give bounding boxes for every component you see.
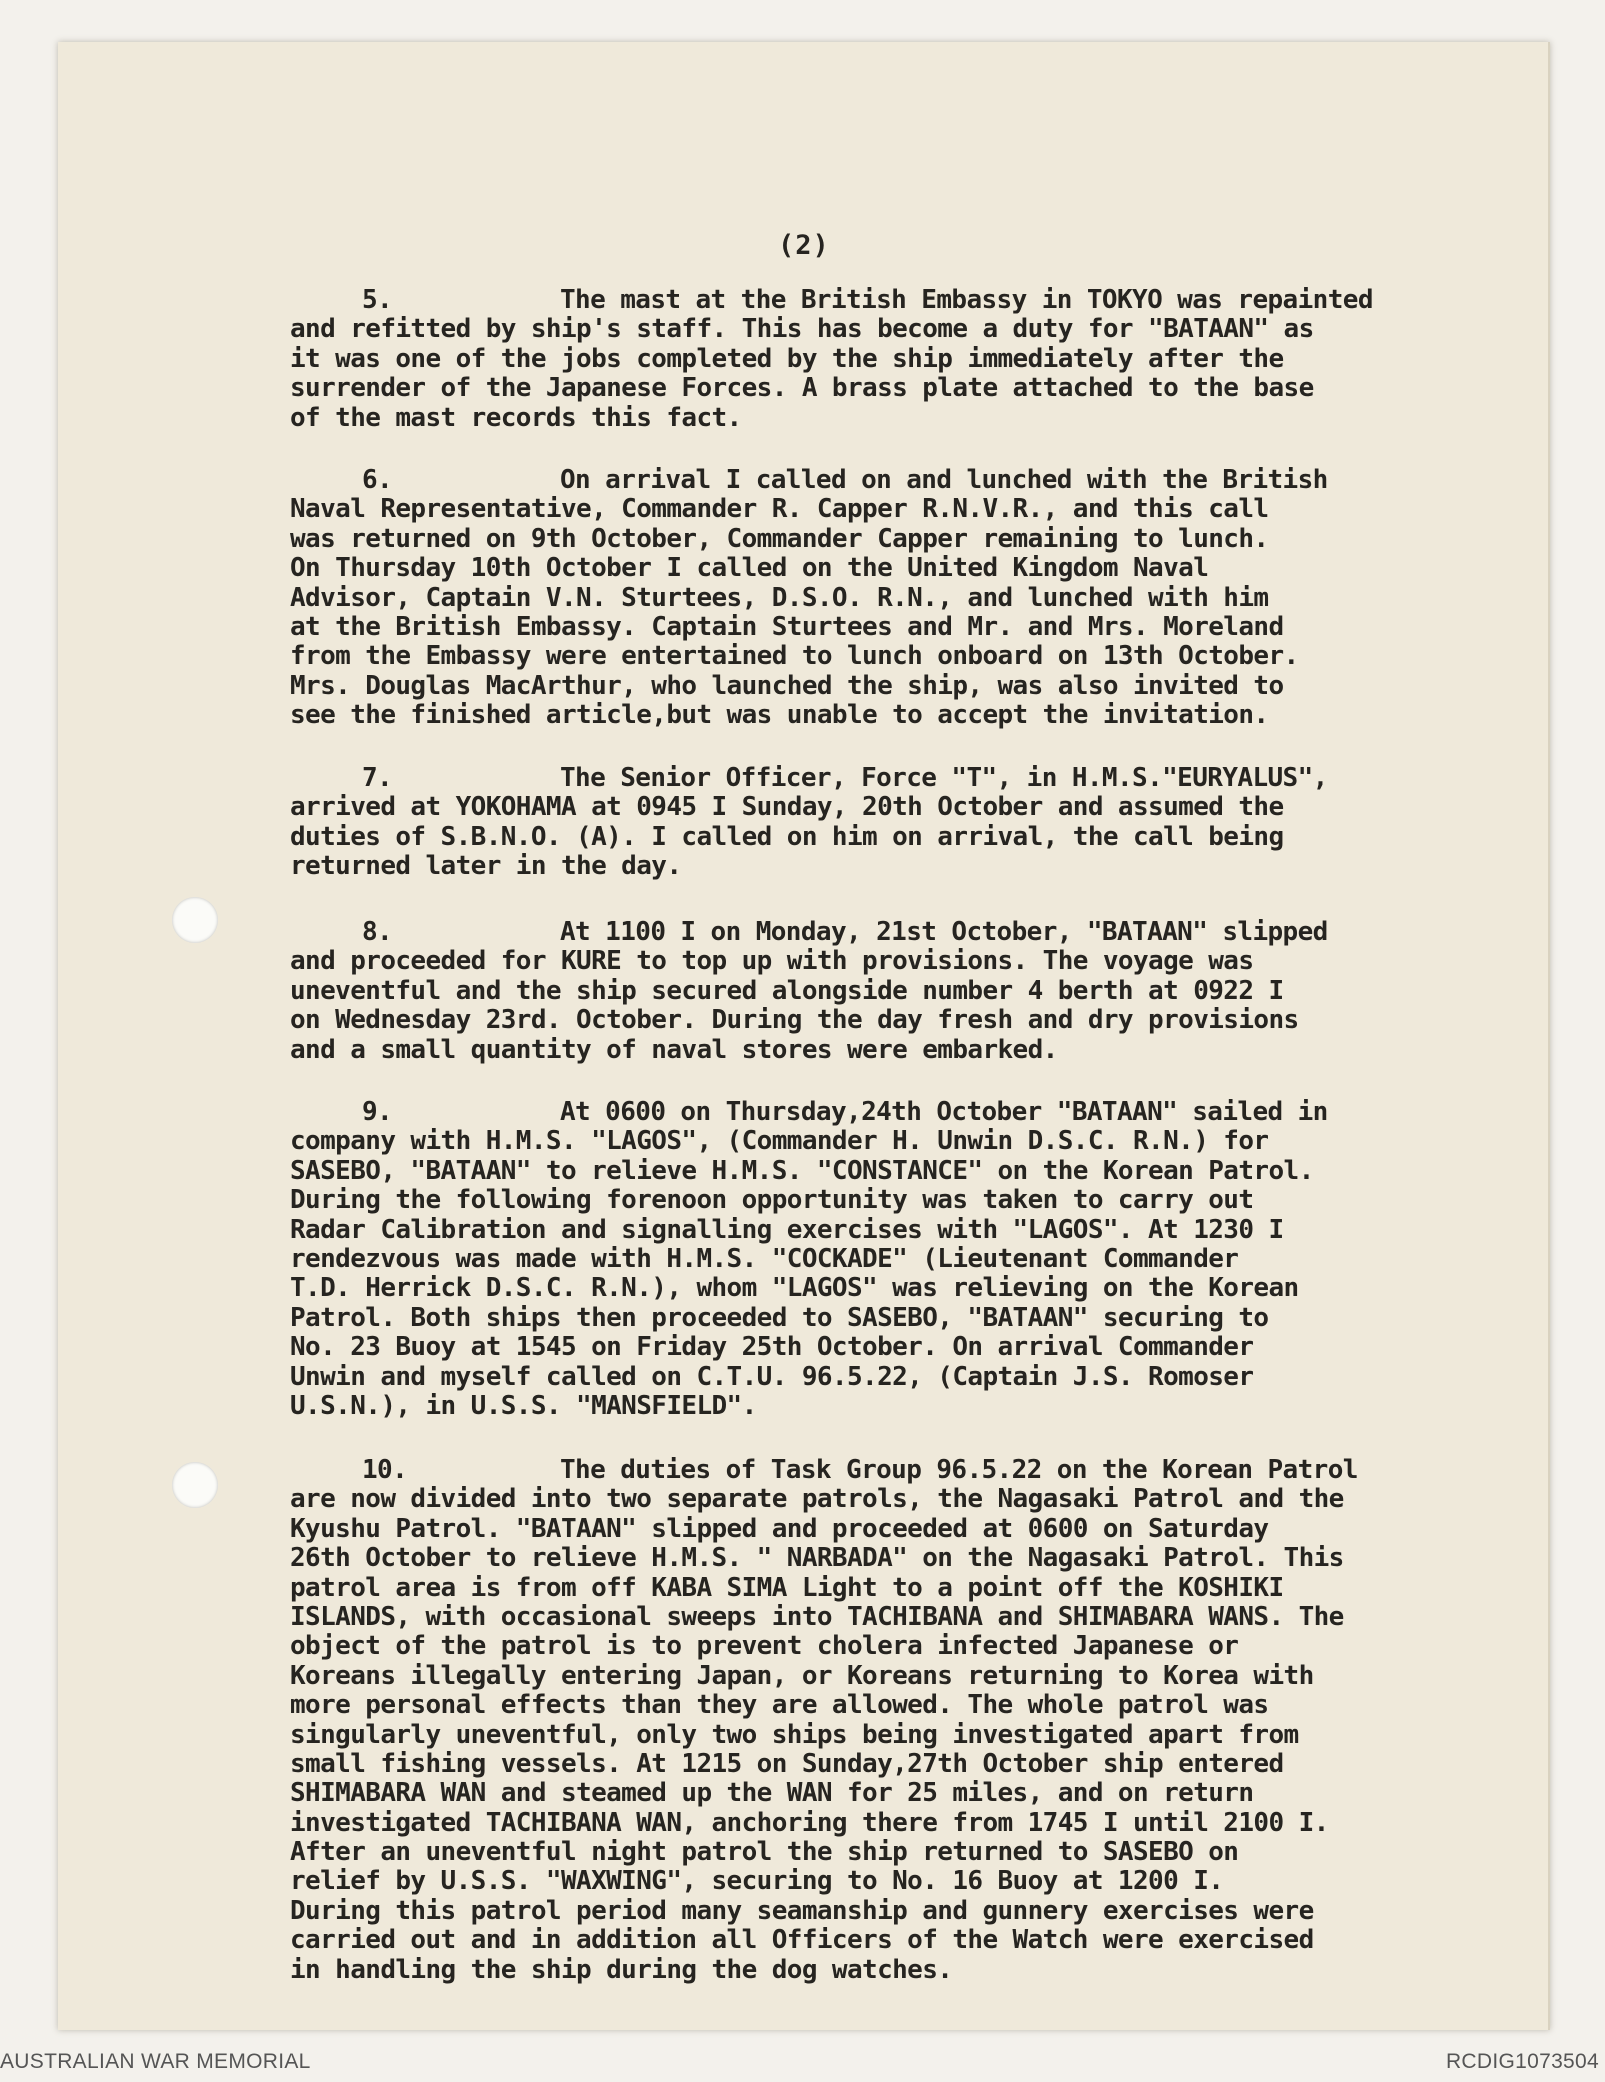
paragraph-first-line bbox=[290, 1456, 1580, 1485]
paragraph-line: 26th October to relieve H.M.S. " NARBADA" on the Nagasaki Patrol. This bbox=[290, 1543, 1344, 1574]
document-page bbox=[58, 42, 1550, 2030]
paragraph-line: small fishing vessels. At 1215 on Sunday,27th October ship entered bbox=[290, 1748, 1284, 1779]
paragraph-line: duties of S.B.N.O. (A). I called on him on arrival, the call being bbox=[290, 821, 1284, 852]
paragraph-text: At 0600 on Thursday,24th October "BATAAN" sailed in bbox=[560, 1097, 1328, 1127]
paragraph-line: Patrol. Both ships then proceeded to SASEBO, "BATAAN" securing to bbox=[290, 1302, 1269, 1333]
paragraph-text: At 1100 I on Monday, 21st October, "BATAAN" slipped bbox=[560, 917, 1328, 947]
paragraph-number: 7. bbox=[362, 763, 393, 793]
paragraph-line: and refitted by ship's staff. This has become a duty for "BATAAN" as bbox=[290, 314, 1314, 345]
paragraph-line: in handling the ship during the dog watches. bbox=[290, 1954, 953, 1985]
paragraph-line: it was one of the jobs completed by the ship immediately after the bbox=[290, 343, 1284, 374]
paragraph-line: are now divided into two separate patrols, the Nagasaki Patrol and the bbox=[290, 1484, 1344, 1515]
paragraph-line: Kyushu Patrol. "BATAAN" slipped and proceeded at 0600 on Saturday bbox=[290, 1513, 1269, 1544]
paragraph-number: 8. bbox=[362, 917, 393, 947]
paragraph-first-line bbox=[290, 1098, 1580, 1127]
paragraph-line: SHIMABARA WAN and steamed up the WAN for 25 miles, and on return bbox=[290, 1778, 1254, 1809]
paragraph-5 bbox=[290, 286, 1580, 433]
paragraph-line: Mrs. Douglas MacArthur, who launched the ship, was also invited to bbox=[290, 670, 1284, 701]
paragraph-text: The duties of Task Group 96.5.22 on the Korean Patrol bbox=[560, 1455, 1358, 1485]
paragraph-7 bbox=[290, 764, 1580, 882]
paragraph-line: from the Embassy were entertained to lunch onboard on 13th October. bbox=[290, 641, 1299, 672]
paragraph-line: T.D. Herrick D.S.C. R.N.), whom "LAGOS" was relieving on the Korean bbox=[290, 1273, 1299, 1304]
paragraph-line: more personal effects than they are allowed. The whole patrol was bbox=[290, 1690, 1269, 1721]
paragraph-line: of the mast records this fact. bbox=[290, 402, 742, 433]
paragraph-line: and a small quantity of naval stores were embarked. bbox=[290, 1034, 1058, 1065]
paragraph-line: Radar Calibration and signalling exercises with "LAGOS". At 1230 I bbox=[290, 1214, 1284, 1245]
paragraph-first-line bbox=[290, 286, 1580, 315]
paragraph-first-line bbox=[290, 466, 1580, 495]
paragraph-line: on Wednesday 23rd. October. During the day fresh and dry provisions bbox=[290, 1005, 1299, 1036]
paragraph-number: 10. bbox=[362, 1455, 408, 1485]
paragraph-line: investigated TACHIBANA WAN, anchoring there from 1745 I until 2100 I. bbox=[290, 1807, 1329, 1838]
paragraph-line: During the following forenoon opportunity was taken to carry out bbox=[290, 1185, 1254, 1216]
paragraph-number: 5. bbox=[362, 285, 393, 315]
paragraph-line: carried out and in addition all Officers of the Watch were exercised bbox=[290, 1925, 1314, 1956]
paragraph-first-line bbox=[290, 764, 1580, 793]
paragraph-line: Naval Representative, Commander R. Capper R.N.V.R., and this call bbox=[290, 494, 1269, 525]
paragraph-line: arrived at YOKOHAMA at 0945 I Sunday, 20th October and assumed the bbox=[290, 792, 1284, 823]
paragraph-text: The mast at the British Embassy in TOKYO was repainted bbox=[560, 285, 1373, 315]
paragraph-first-line bbox=[290, 918, 1580, 947]
paragraph-line: Unwin and myself called on C.T.U. 96.5.22, (Captain J.S. Romoser bbox=[290, 1361, 1254, 1392]
paragraph-line: returned later in the day. bbox=[290, 851, 682, 882]
paragraph-line: Koreans illegally entering Japan, or Koreans returning to Korea with bbox=[290, 1660, 1314, 1691]
paragraph-line: was returned on 9th October, Commander Capper remaining to lunch. bbox=[290, 523, 1269, 554]
paragraph-10 bbox=[290, 1456, 1580, 1985]
paragraph-line: singularly uneventful, only two ships being investigated apart from bbox=[290, 1719, 1299, 1750]
paragraph-line: patrol area is from off KABA SIMA Light to a point off the KOSHIKI bbox=[290, 1572, 1284, 1603]
paragraph-line: On Thursday 10th October I called on the United Kingdom Naval bbox=[290, 553, 1209, 584]
paragraph-line: rendezvous was made with H.M.S. "COCKADE" (Lieutenant Commander bbox=[290, 1243, 1239, 1274]
paragraph-number: 6. bbox=[362, 465, 393, 495]
paragraph-9 bbox=[290, 1098, 1580, 1421]
paragraph-number: 9. bbox=[362, 1097, 393, 1127]
paragraph-text: On arrival I called on and lunched with the British bbox=[560, 465, 1328, 495]
paragraph-line: uneventful and the ship secured alongside number 4 berth at 0922 I bbox=[290, 975, 1284, 1006]
paragraph-line: ISLANDS, with occasional sweeps into TACHIBANA and SHIMABARA WANS. The bbox=[290, 1601, 1344, 1632]
paragraph-line: U.S.N.), in U.S.S. "MANSFIELD". bbox=[290, 1390, 757, 1421]
paragraph-line: SASEBO, "BATAAN" to relieve H.M.S. "CONSTANCE" on the Korean Patrol. bbox=[290, 1155, 1314, 1186]
paragraph-line: During this patrol period many seamanship and gunnery exercises were bbox=[290, 1895, 1314, 1926]
paragraph-text: The Senior Officer, Force "T", in H.M.S."EURYALUS", bbox=[560, 763, 1328, 793]
paragraph-line: No. 23 Buoy at 1545 on Friday 25th October. On arrival Commander bbox=[290, 1332, 1254, 1363]
paragraph-line: surrender of the Japanese Forces. A brass plate attached to the base bbox=[290, 373, 1314, 404]
paragraph-line: relief by U.S.S. "WAXWING", securing to No. 16 Buoy at 1200 I. bbox=[290, 1866, 1224, 1897]
footer-archive-name: AUSTRALIAN WAR MEMORIAL bbox=[0, 2050, 311, 2073]
punch-hole bbox=[172, 1462, 218, 1508]
paragraph-8 bbox=[290, 918, 1580, 1065]
paragraph-6 bbox=[290, 466, 1580, 731]
paragraph-line: object of the patrol is to prevent cholera infected Japanese or bbox=[290, 1631, 1239, 1662]
paragraph-line: company with H.M.S. "LAGOS", (Commander H. Unwin D.S.C. R.N.) for bbox=[290, 1126, 1269, 1157]
paragraph-line: and proceeded for KURE to top up with provisions. The voyage was bbox=[290, 946, 1254, 977]
page-number: (2) bbox=[778, 230, 830, 261]
paragraph-line: see the finished article,but was unable to accept the invitation. bbox=[290, 700, 1269, 731]
footer-record-id: RCDIG1073504 bbox=[1445, 2050, 1599, 2073]
paragraph-line: Advisor, Captain V.N. Sturtees, D.S.O. R.N., and lunched with him bbox=[290, 582, 1269, 613]
punch-hole bbox=[172, 897, 218, 943]
paragraph-line: at the British Embassy. Captain Sturtees and Mr. and Mrs. Moreland bbox=[290, 611, 1284, 642]
paragraph-line: After an uneventful night patrol the ship returned to SASEBO on bbox=[290, 1837, 1239, 1868]
